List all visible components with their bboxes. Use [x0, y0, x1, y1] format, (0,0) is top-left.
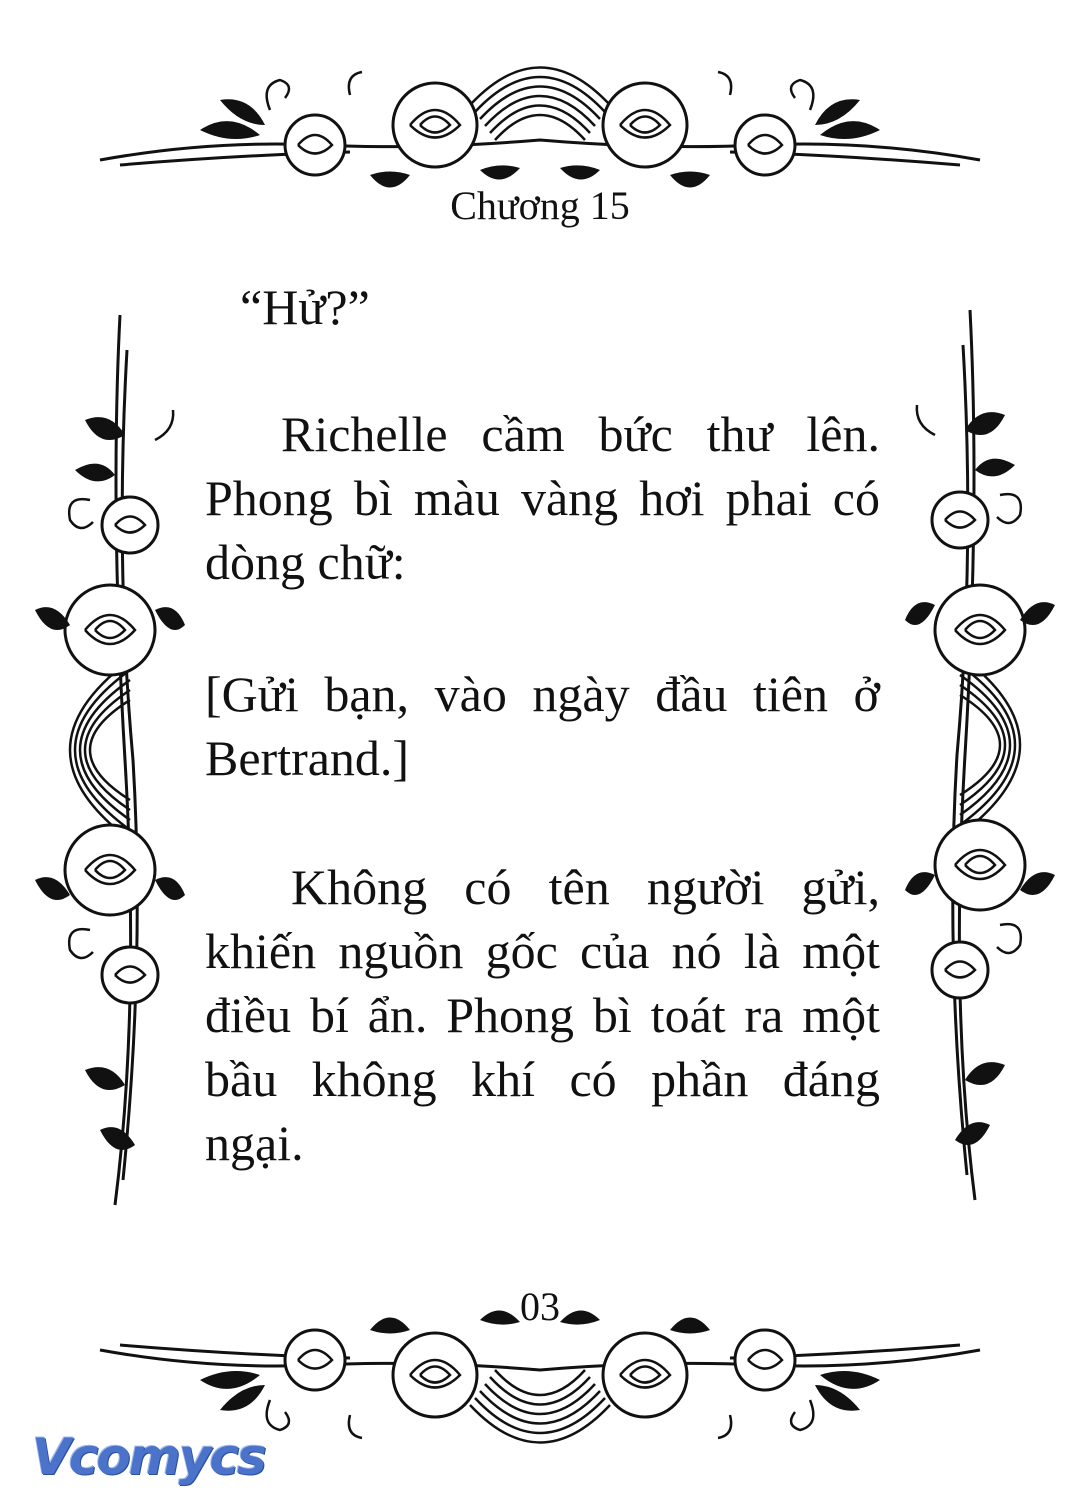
rose-vine-border-right: [895, 305, 1075, 1205]
paragraph-letter-pickup: Richelle cầm bức thư lên. Phong bì màu vàng hơi phai có dòng chữ:: [205, 406, 880, 590]
chapter-title: Chương 15: [450, 183, 630, 228]
page-number: 03: [520, 1284, 560, 1329]
site-watermark: Vcomycs: [32, 1428, 265, 1486]
paragraph-no-sender: Không có tên người gửi, khiến nguồn gốc của nó là một điều bí ẩn. Phong bì toát ra một bầu không khí có phần đáng ngại.: [205, 859, 880, 1171]
paragraph-exclamation: “Hử?”: [240, 279, 370, 335]
paragraph-envelope-inscription: [Gửi bạn, vào ngày đầu tiên ở Bertrand.]: [205, 666, 880, 786]
rose-vine-border-left: [15, 310, 195, 1210]
